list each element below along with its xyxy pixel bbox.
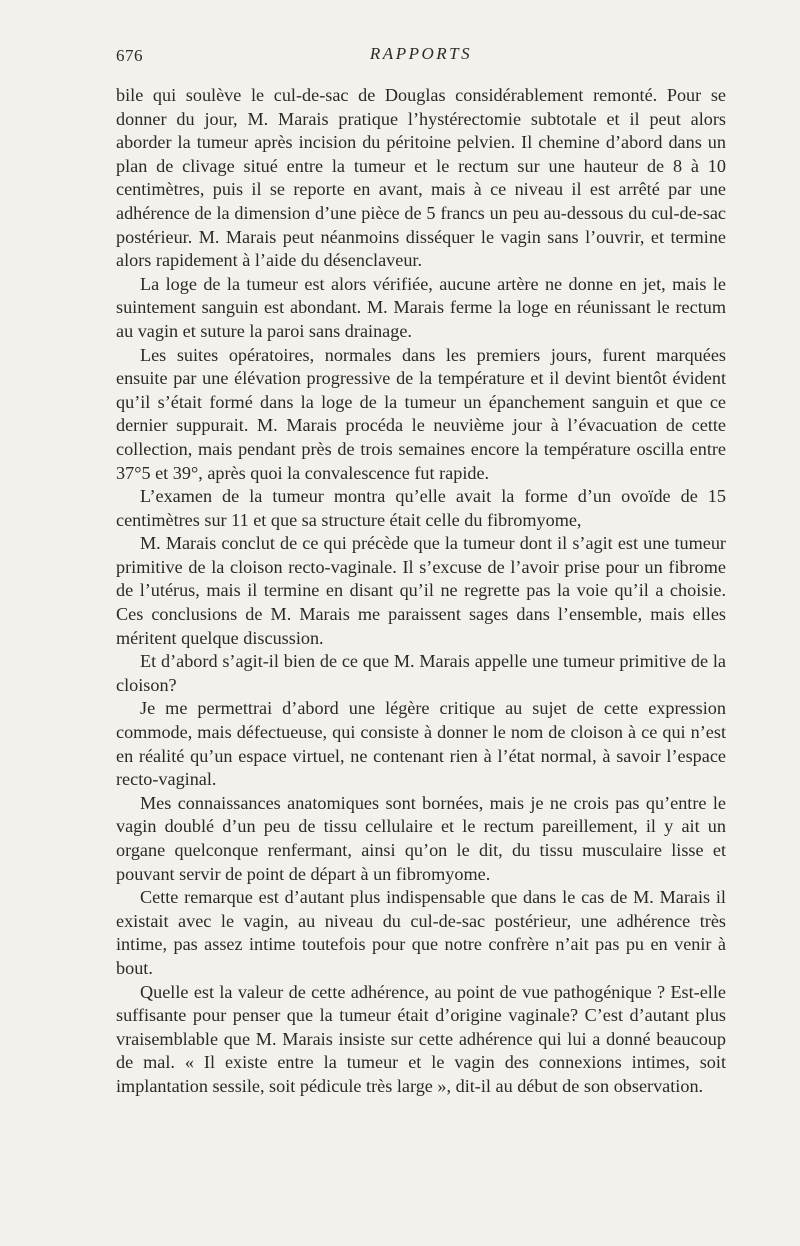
paragraph-continuation: bile qui soulève le cul-de-sac de Douglas considérablement remonté. Pour se donner du jour, M. Marais pratique l’hystérectomie subtotale et il peut alors aborder la tumeur après incision du péritoine pelvien. Il chemine d’abord dans un plan de clivage situé entre la tumeur et le rectum sur une hauteur de 8 à 10 centimètres, puis il se reporte en avant, mais à ce niveau il est arrêté par une adhérence de la dimension d’une pièce de 5 francs un peu au-dessous du cul-de-sac postérieur. M. Marais peut néanmoins disséquer le vagin sans l’ouvrir, et termine alors rapidement à l’aide du désenclaveur. xyxy=(116,85,726,271)
paragraph: Les suites opératoires, normales dans les premiers jours, furent marquées ensuite par une élévation progressive de la température et il devint bientôt évident qu’il s’était formé dans la loge de la tumeur un épanchement sanguin et que ce dernier suppurait. M. Marais procéda le neuvième jour à l’évacuation de cette collection, mais pendant près de trois semaines encore la température oscilla entre 37°5 et 39°, après quoi la convalescence fut rapide. xyxy=(116,344,726,483)
page-number: 676 xyxy=(116,46,143,65)
page-header xyxy=(116,40,726,70)
running-title: RAPPORTS xyxy=(369,44,473,63)
paragraph: L’examen de la tumeur montra qu’elle avait la forme d’un ovoïde de 15 centimètres sur 11 et que sa structure était celle du fibromyome, xyxy=(116,486,726,530)
paragraph: Je me permettrai d’abord une légère critique au sujet de cette expression commode, mais défectueuse, qui consiste à donner le nom de cloison à ce qui n’est en réalité qu’un espace virtuel, ne contenant rien à l’état normal, à savoir l’espace recto-vaginal. xyxy=(116,698,726,790)
paragraph: Cette remarque est d’autant plus indispensable que dans le cas de M. Marais il existait avec le vagin, au niveau du cul-de-sac postérieur, une adhérence très intime, pas assez intime toutefois pour que notre confrère n’ait pas pu en venir à bout. xyxy=(116,887,726,978)
paragraph: M. Marais conclut de ce qui précède que la tumeur dont il s’agit est une tumeur primitive de la cloison recto-vaginale. Il s’excuse de l’avoir prise pour un fibrome de l’utérus, mais il termine en disant qu’il ne regrette pas la voie qu’il a choisie. Ces conclusions de M. Marais me paraissent sages dans l’ensemble, mais elles méritent quelque discussion. xyxy=(116,533,726,648)
body-text xyxy=(116,84,726,1099)
paragraph: Quelle est la valeur de cette adhérence, au point de vue pathogénique ? Est-elle suffisante pour penser que la tumeur était d’origine vaginale? C’est d’autant plus vraisemblable que M. Marais insiste sur cette adhérence qui lui a donné beaucoup de mal. « Il existe entre la tumeur et le vagin des connexions intimes, soit implantation sessile, soit pédicule très large », dit-il au début de son observation. xyxy=(116,981,726,1096)
paragraph: La loge de la tumeur est alors vérifiée, aucune artère ne donne en jet, mais le suintement sanguin est abondant. M. Marais ferme la loge en réunissant le rectum au vagin et suture la paroi sans drainage. xyxy=(116,273,726,341)
paragraph: Et d’abord s’agit-il bien de ce que M. Marais appelle une tumeur primitive de la cloison? xyxy=(116,651,726,695)
paragraph: Mes connaissances anatomiques sont bornées, mais je ne crois pas qu’entre le vagin doublé d’un peu de tissu cellulaire et le rectum pareillement, il y ait un organe quelconque renfermant, ainsi qu’on le dit, du tissu musculaire lisse et pouvant servir de point de départ à un fibromyome. xyxy=(116,792,726,884)
